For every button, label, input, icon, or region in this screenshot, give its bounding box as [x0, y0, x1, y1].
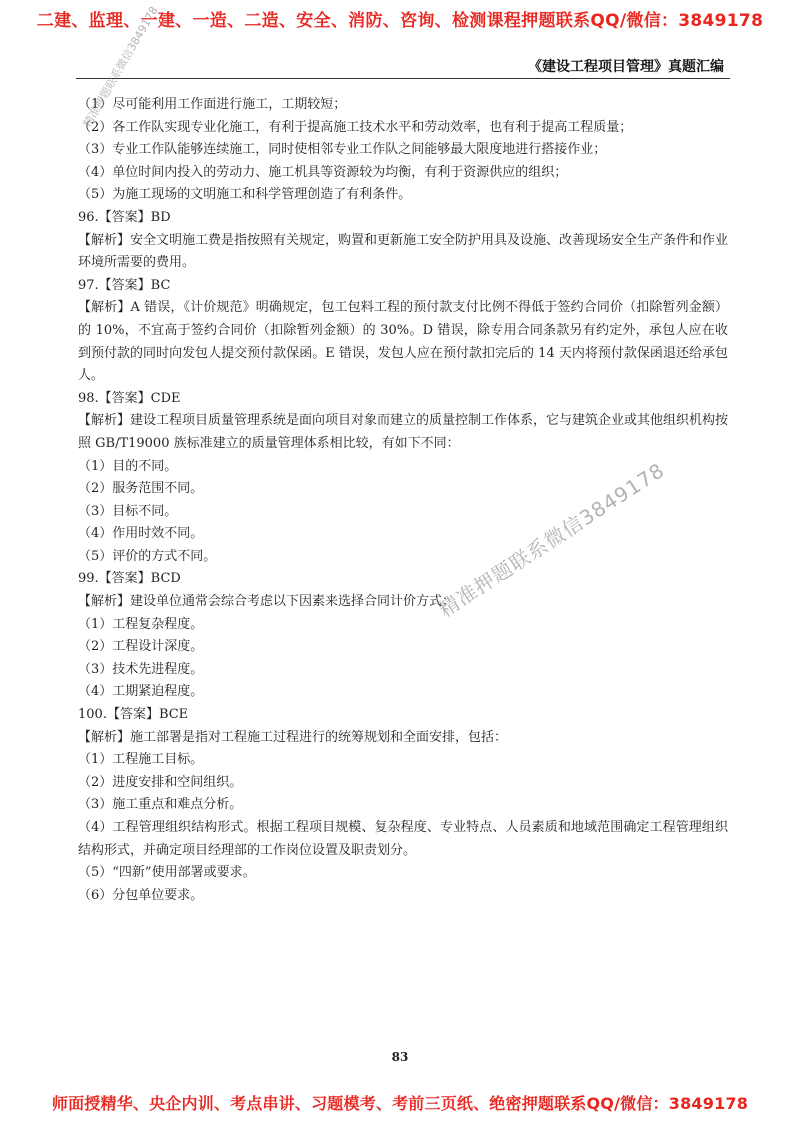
list-item: （3）技术先进程度。 — [78, 661, 204, 677]
list-item: （1）工程复杂程度。 — [78, 616, 204, 632]
list-item: （3）目标不同。 — [78, 503, 178, 519]
analysis-paragraph: 【解析】建设工程项目质量管理系统是面向项目对象而建立的质量控制工作体系，它与建筑企业或其他组织机构按照 GB/T19000 族标准建立的质量管理体系相比较，有如下不同： — [78, 413, 729, 451]
list-item: （5）评价的方式不同。 — [78, 548, 217, 564]
list-item: （2）各工作队实现专业化施工，有利于提高施工技术水平和劳动效率，也有利于提高工程质量； — [78, 119, 633, 135]
analysis-paragraph: 【解析】A 错误，《计价规范》明确规定，包工包料工程的预付款支付比例不得低于签约合同价（扣除暂列金额）的 10%，不宜高于签约合同价（扣除暂列金额）的 30%。D 错误，除专用合同条款另有约定外，承包人应在收到预付款的同时向发包人提交预付款保函。E 错误，发包人应在预付款扣完后的 14 天内将预付款保函退还给承包人。 — [78, 300, 728, 384]
list-item: （4）工期紧迫程度。 — [78, 684, 204, 700]
list-item: （3）施工重点和难点分析。 — [78, 797, 243, 813]
answer-heading: 100.【答案】BCE — [78, 707, 189, 723]
analysis-paragraph: 【解析】安全文明施工费是指按照有关规定，购置和更新施工安全防护用具及设施、改善现场安全生产条件和作业环境所需要的费用。 — [78, 232, 729, 271]
list-item: （5）“四新”使用部署或要求。 — [78, 865, 256, 881]
list-item: （3）专业工作队能够连续施工，同时使相邻专业工作队之间能够最大限度地进行搭接作业； — [78, 142, 607, 158]
answer-heading: 97.【答案】BC — [78, 277, 171, 293]
list-item: （4）工程管理组织结构形式。根据工程项目规模、复杂程度、专业特点、人员素质和地域范围确定工程管理组织结构形式，并确定项目经理部的工作岗位设置及职责划分。 — [78, 820, 728, 858]
answer-heading: 98.【答案】CDE — [78, 390, 181, 406]
list-item: （4）单位时间内投入的劳动力、施工机具等资源较为均衡，有利于资源供应的组织； — [78, 164, 568, 180]
corner-watermark: 精准押题联系微信3849178 — [80, 4, 161, 130]
page-number: 83 — [391, 1050, 409, 1064]
book-title: 《建设工程项目管理》真题汇编 — [528, 59, 724, 75]
list-item: （1）尽可能利用工作面进行施工，工期较短； — [78, 97, 347, 112]
list-item: （5）为施工现场的文明施工和科学管理创造了有利条件。 — [78, 187, 412, 203]
list-item: （6）分包单位要求。 — [78, 887, 204, 903]
list-item: （1）目的不同。 — [78, 458, 178, 474]
list-item: （1）工程施工目标。 — [78, 752, 204, 768]
list-item: （2）工程设计深度。 — [78, 639, 204, 655]
diagonal-watermark: 精准押题联系微信3849178 — [434, 457, 669, 622]
top-promo-banner: 二建、监理、一建、一造、二造、安全、消防、咨询、检测课程押题联系QQ/微信：3849178 — [36, 11, 764, 31]
analysis-paragraph: 【解析】建设单位通常会综合考虑以下因素来选择合同计价方式： — [78, 594, 456, 610]
answer-heading: 99.【答案】BCD — [78, 571, 181, 587]
bottom-promo-banner: 师面授精华、央企内训、考点串讲、习题模考、考前三页纸、绝密押题联系QQ/微信：3849178 — [51, 1094, 749, 1113]
list-item: （2）进度安排和空间组织。 — [78, 774, 243, 790]
analysis-paragraph: 【解析】施工部署是指对工程施工过程进行的统筹规划和全面安排，包括： — [78, 729, 508, 745]
list-item: （4）作用时效不同。 — [78, 526, 204, 542]
list-item: （2）服务范围不同。 — [78, 481, 204, 497]
answer-heading: 96.【答案】BD — [78, 209, 171, 225]
header-divider — [76, 78, 730, 79]
